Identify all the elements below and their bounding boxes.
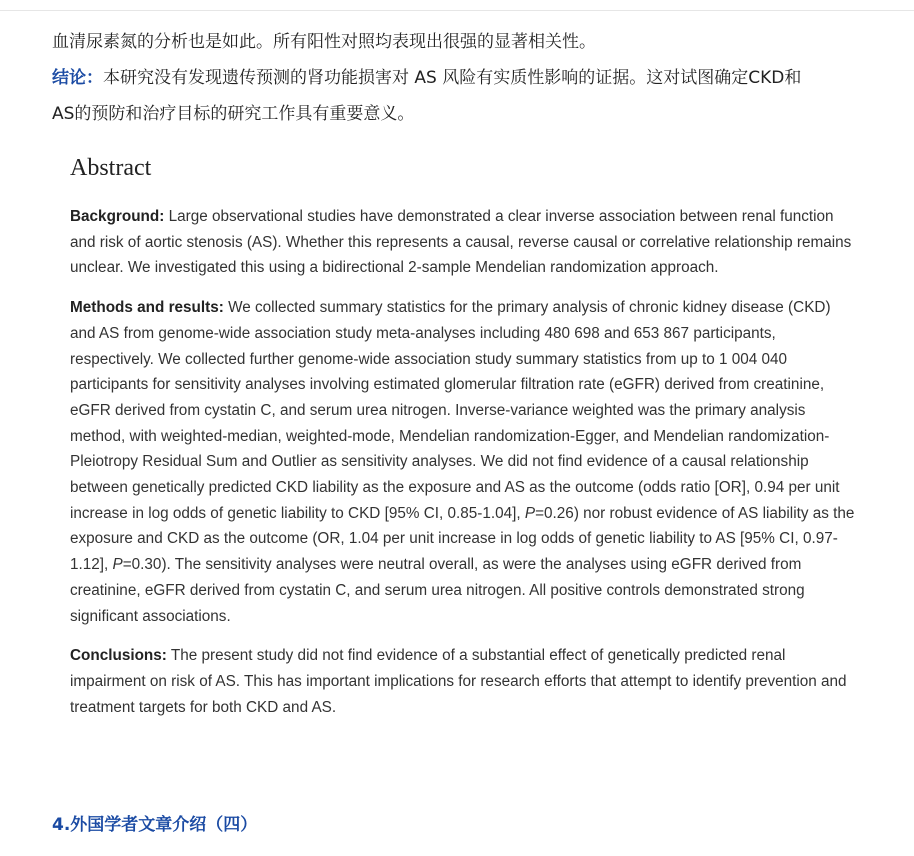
abstract-conclusions <box>70 643 860 720</box>
abstract-background <box>70 204 860 281</box>
chinese-conclusion-label: 结论： <box>52 68 103 88</box>
chinese-conclusion-text: 本研究没有发现遗传预测的肾功能损害对 AS 风险有实质性影响的证据。这对试图确定CKD和 <box>103 68 802 88</box>
methods-text-part2: =0.26) nor robust evidence of AS liability as the exposure and CKD as the outcome (OR, 1.04 per unit increase in log odds of genetic liability to AS [95% CI, 0.97-1.12], <box>70 504 855 574</box>
section-heading: 4.外国学者文章介绍（四） <box>52 815 258 835</box>
clipped-top-edge <box>0 0 914 11</box>
abstract-heading: Abstract <box>70 155 152 181</box>
background-label: Background: <box>70 208 165 225</box>
methods-text-part1: We collected summary statistics for the primary analysis of chronic kidney disease (CKD) and AS from genome-wide association study meta-analyses including 480 698 and 653 867 participants, respectively. We collected further genome-wide association study summary statistics from up to 1 004 040 participants for sensitivity analyses involving estimated glomerular filtration rate (eGFR) derived from creatinine, eGFR derived from cystatin C, and serum urea nitrogen. Inverse-variance weighted was the primary analysis method, with weighted-median, weighted-mode, Mendelian randomization-Egger, and Mendelian randomization-Pleiotropy Residual Sum and Outlier as sensitivity analyses. We did not find evidence of a causal relationship between genetically predicted CKD liability as the exposure and AS as the outcome (odds ratio [OR], 0.94 per unit increase in log odds of genetic liability to CKD [95% CI, 0.85-1.04], <box>70 299 840 522</box>
p-value-symbol: P <box>524 504 536 522</box>
abstract-methods-results <box>70 295 860 629</box>
chinese-conclusion-line <box>52 60 892 96</box>
methods-label: Methods and results: <box>70 299 224 317</box>
chinese-summary-line: 血清尿素氮的分析也是如此。所有阳性对照均表现出很强的显著相关性。 <box>52 32 596 52</box>
abstract-image <box>70 152 860 734</box>
background-text: Large observational studies have demonstrated a clear inverse association between renal function and risk of aortic stenosis (AS). Whether this represents a causal, reverse causal or correlative relationship remains unclear. We investigated this using a bidirectional 2-sample Mendelian randomization approach. <box>70 208 852 277</box>
chinese-conclusion-continuation: AS的预防和治疗目标的研究工作具有重要意义。 <box>52 104 415 124</box>
conclusions-label: Conclusions: <box>70 647 167 665</box>
chinese-summary <box>52 24 892 132</box>
p-value-symbol: P <box>112 556 123 574</box>
conclusions-text: The present study did not find evidence of a substantial effect of genetically predicted renal impairment on risk of AS. This has important implications for research efforts that attempt to identify prevention and treatment targets for both CKD and AS. <box>70 647 847 716</box>
methods-text-part3: =0.30). The sensitivity analyses were neutral overall, as were the analyses using eGFR derived from creatinine, eGFR derived from cystatin C, and serum urea nitrogen. All positive controls demonstrated strong significant associations. <box>70 556 805 625</box>
